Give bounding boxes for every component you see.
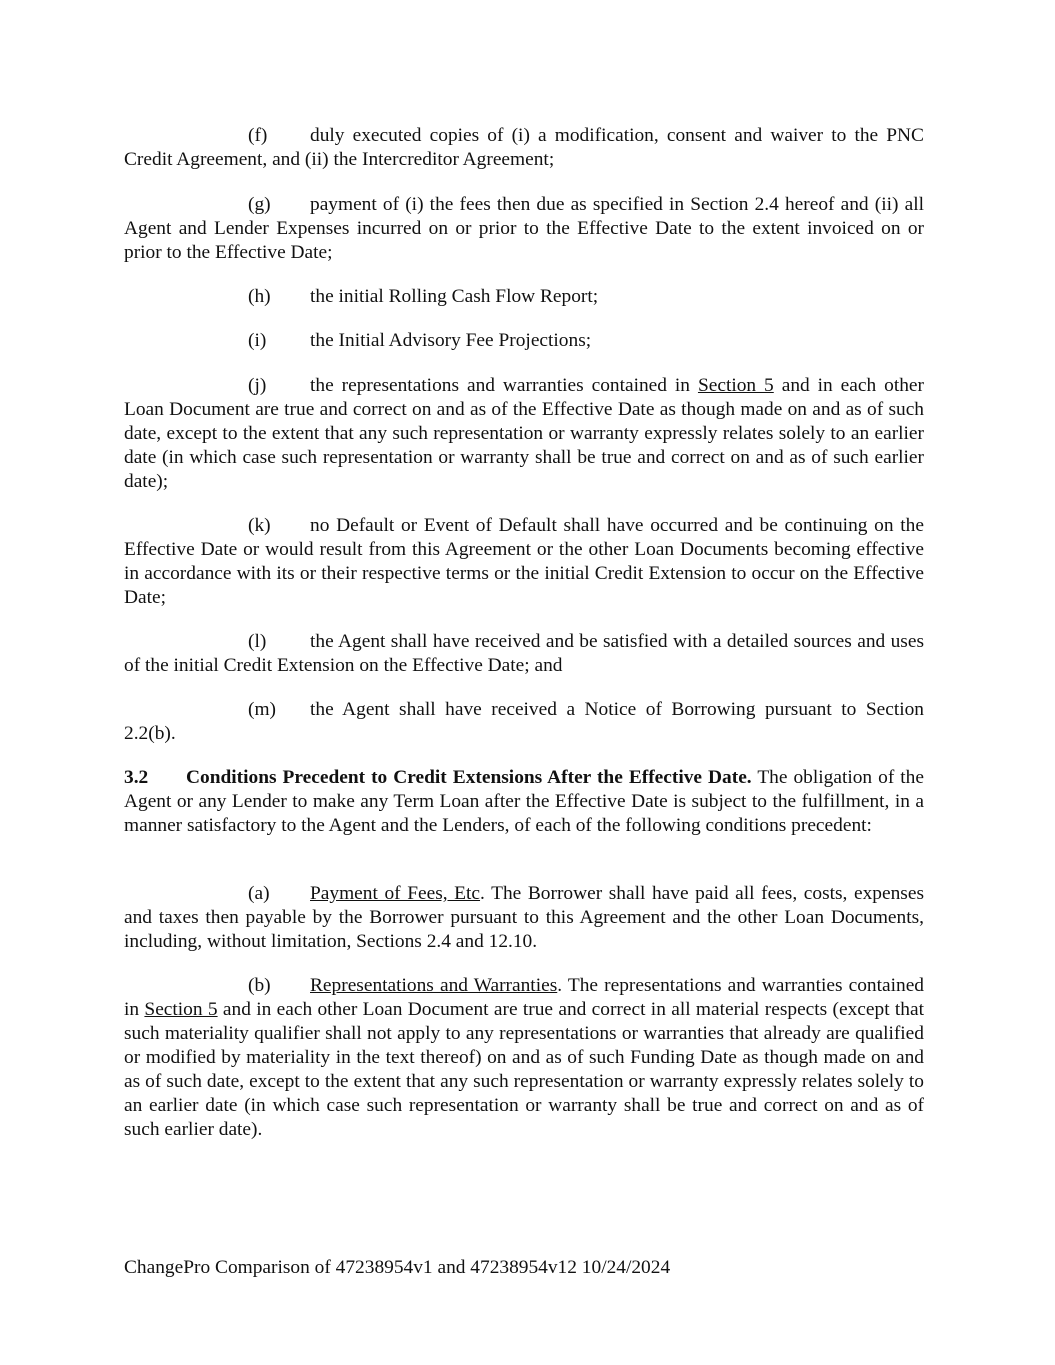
clause-j-label: (j)	[248, 375, 267, 396]
clause-g-text: payment of (i) the fees then due as specified in Section 2.4 hereof and (ii) all Agent and Lender Expenses incurred on or prior to the Effective Date to the extent invoiced on or prior to the Effective Date;	[124, 194, 924, 263]
clause-3-2-b-label: (b)	[248, 975, 271, 996]
clause-3-2-b	[124, 974, 924, 1142]
section-5-reference: Section 5	[144, 999, 218, 1020]
clause-j-text-before: the representations and warranties contained in	[310, 375, 698, 396]
clause-f-text: duly executed copies of (i) a modification, consent and waiver to the PNC Credit Agreement, and (ii) the Intercreditor Agreement;	[124, 125, 924, 170]
clause-k-text: no Default or Event of Default shall have occurred and be continuing on the Effective Date or would result from this Agreement or the other Loan Documents becoming effective in accordance with its or their respective terms or the initial Credit Extension to occur on the Effective Date;	[124, 515, 924, 608]
clause-i-text: the Initial Advisory Fee Projections;	[310, 330, 592, 351]
clause-j-text-after: and in each other Loan Document are true and correct on and as of the Effective Date as though made on and as of such date, except to the extent that any such representation or warranty expressly relates solely to an earlier date (in which case such representation or warranty shall be true and correct on and as of such earlier date);	[124, 375, 924, 492]
clause-3-2-b-text-after: and in each other Loan Document are true and correct in all material respects (except that such materiality qualifier shall not apply to any representations or warranties that already are qualified or modified by materiality in the text thereof) on and as of such Funding Date as though made on and as of such date, except to the extent that any such representation or warranty expressly relates solely to an earlier date (in which case such representation or warranty shall be true and correct on and as of such earlier date).	[124, 999, 924, 1140]
section-3-2-text: The obligation of the Agent or any Lender to make any Term Loan after the Effective Date is subject to the fulfillment, in a manner satisfactory to the Agent and the Lenders, of each of the following conditions precedent:	[124, 767, 924, 836]
section-3-2-number: 3.2	[124, 767, 149, 788]
clause-m-label: (m)	[248, 699, 276, 720]
clause-i-label: (i)	[248, 330, 267, 351]
section-3-2-heading: Conditions Precedent to Credit Extensions After the Effective Date.	[186, 767, 752, 788]
clause-l-text: the Agent shall have received and be satisfied with a detailed sources and uses of the initial Credit Extension on the Effective Date; and	[124, 631, 924, 676]
clause-l-label: (l)	[248, 631, 267, 652]
page-footer: ChangePro Comparison of 47238954v1 and 47238954v12 10/24/2024	[124, 1257, 671, 1278]
clause-k-label: (k)	[248, 515, 271, 536]
clause-h	[124, 285, 924, 309]
section-5-reference: Section 5	[697, 375, 774, 396]
clause-k	[124, 514, 924, 610]
section-3-2	[124, 766, 924, 838]
clause-f	[124, 124, 924, 172]
clause-h-text: the initial Rolling Cash Flow Report;	[310, 286, 599, 307]
clause-m-text: the Agent shall have received a Notice of Borrowing pursuant to Section 2.2(b).	[124, 699, 924, 744]
clause-i	[124, 329, 924, 353]
clause-3-2-b-text-before: . The representations and warranties contained in	[124, 975, 924, 1020]
clause-l	[124, 630, 924, 678]
clause-3-2-a-text: . The Borrower shall have paid all fees, costs, expenses and taxes then payable by the Borrower pursuant to this Agreement and the other Loan Documents, including, without limitation, Sections 2.4 and 12.10.	[124, 883, 924, 952]
clause-3-2-a-title: Payment of Fees, Etc	[310, 883, 481, 904]
clause-3-2-a	[124, 882, 924, 954]
clause-3-2-b-title: Representations and Warranties	[310, 975, 558, 996]
clause-3-2-a-label: (a)	[248, 883, 270, 904]
clause-g-label: (g)	[248, 194, 271, 215]
clause-g	[124, 193, 924, 265]
clause-h-label: (h)	[248, 286, 271, 307]
clause-f-label: (f)	[248, 125, 268, 146]
clause-m	[124, 698, 924, 746]
clause-j	[124, 374, 924, 494]
